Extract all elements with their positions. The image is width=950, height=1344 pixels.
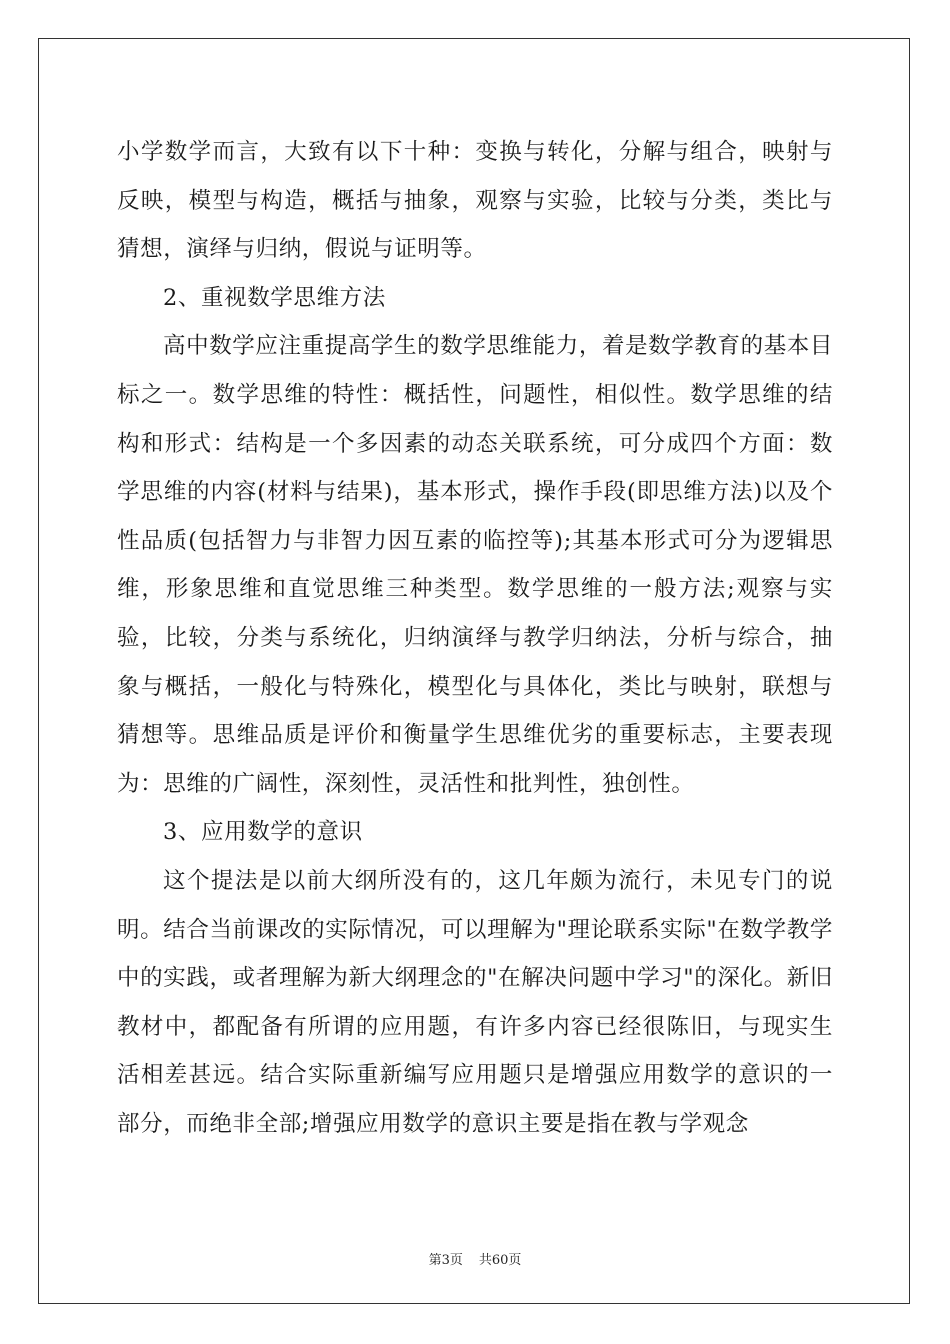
- page-total: 共60页: [478, 1253, 522, 1268]
- document-body: [117, 128, 833, 1148]
- page-footer: [0, 1249, 950, 1268]
- section-heading-2: 2、重视数学思维方法: [163, 284, 386, 311]
- paragraph-thinking-methods: 高中数学应注重提高学生的数学思维能力，着是数学教育的基本目标之一。数学思维的特性：概括性，问题性，相似性。数学思维的结构和形式：结构是一个多因素的动态关联系统，可分成四个方面：数学思维的内容(材料与结果)，基本形式，操作手段(即思维方法)以及个性品质(包括智力与非智力因互素的临控等);其基本形式可分为逻辑思维，形象思维和直觉思维三种类型。数学思维的一般方法;观察与实验，比较，分类与系统化，归纳演绎与教学归纳法，分析与综合，抽象与概括，一般化与特殊化，模型化与具体化，类比与映射，联想与猜想等。思维品质是评价和衡量学生思维优劣的重要标志，主要表现为：思维的广阔性，深刻性，灵活性和批判性，独创性。: [117, 333, 833, 797]
- section-heading-3: 3、应用数学的意识: [163, 819, 363, 846]
- paragraph-application-awareness: 这个提法是以前大纲所没有的，这几年颇为流行，未见专门的说明。结合当前课改的实际情况，可以理解为"理论联系实际"在数学教学中的实践，或者理解为新大纲理念的"在解决问题中学习"的深化。新旧教材中，都配备有所谓的应用题，有许多内容已经很陈旧，与现实生活相差甚远。结合实际重新编写应用题只是增强应用数学的意识的一部分，而绝非全部;增强应用数学的意识主要是指在教与学观念: [117, 867, 833, 1137]
- paragraph-continuation: 小学数学而言，大致有以下十种：变换与转化，分解与组合，映射与反映，模型与构造，概括与抽象，观察与实验，比较与分类，类比与猜想，演绎与归纳，假说与证明等。: [117, 139, 833, 263]
- page-number: 第3页: [428, 1253, 463, 1268]
